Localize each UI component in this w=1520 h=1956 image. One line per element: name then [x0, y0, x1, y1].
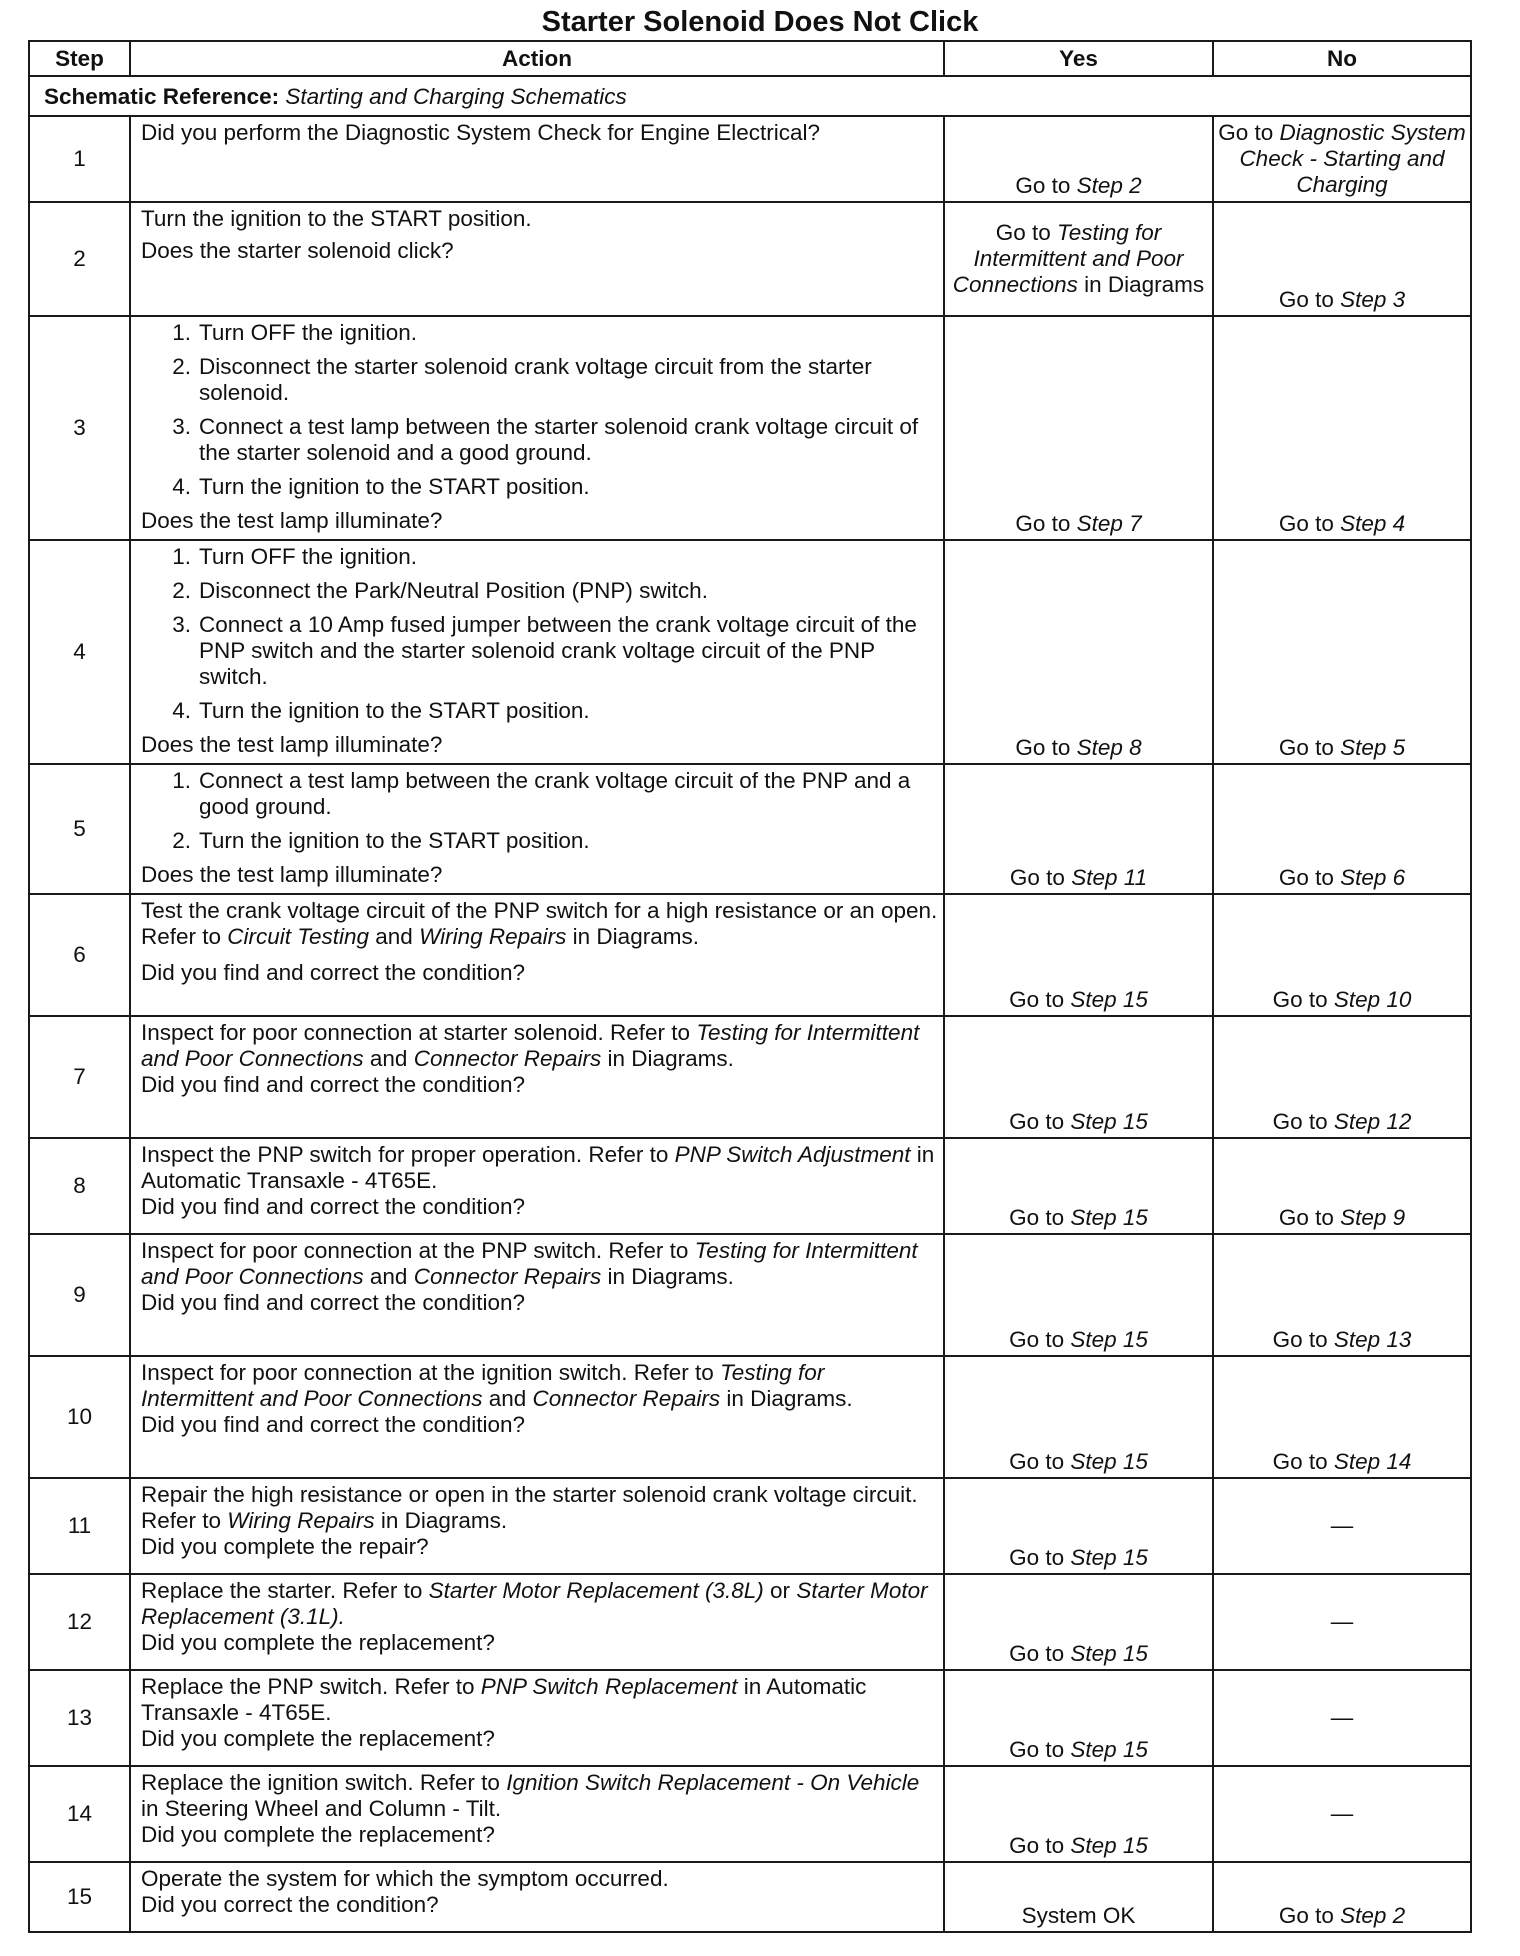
yes-result-segment: Go to	[995, 220, 1058, 245]
step-number: 11	[29, 1478, 130, 1574]
diagnostic-table	[28, 40, 1472, 1933]
action-step-number: 4.	[172, 698, 191, 723]
action-text-segment: Inspect for poor connection at the PNP switch. Refer to	[141, 1238, 695, 1263]
yes-result-segment: Step 15	[1070, 1641, 1148, 1666]
action-step-number: 4.	[172, 474, 191, 499]
yes-result-segment: Step 15	[1070, 1833, 1148, 1858]
step-number: 7	[29, 1016, 130, 1138]
action-text-segment: Repair the high resistance or open in the starter solenoid crank voltage circuit. Refer to	[141, 1482, 918, 1533]
action-question: Does the test lamp illuminate?	[141, 862, 443, 887]
no-result	[1213, 116, 1471, 202]
no-result-segment: Step 9	[1340, 1205, 1406, 1230]
action-step-number: 2.	[172, 828, 191, 853]
no-result-segment: Go to	[1272, 1327, 1334, 1352]
action-text-segment: Testing for Intermittent and Poor Connections	[141, 1360, 825, 1411]
yes-result	[944, 540, 1213, 764]
action-text-segment: in Diagrams.	[601, 1046, 734, 1071]
action-step-item	[141, 320, 939, 346]
no-result-segment: Go to	[1278, 511, 1341, 536]
schematic-reference	[29, 76, 1471, 116]
action-text	[141, 1020, 939, 1072]
action-cell	[130, 1670, 944, 1766]
no-result-segment: Go to	[1278, 287, 1341, 312]
action-step-text: Turn OFF the ignition.	[199, 544, 418, 569]
action-text	[141, 1482, 939, 1534]
step-row	[29, 316, 1471, 540]
step-row	[29, 894, 1471, 1016]
action-question: Did you find and correct the condition?	[141, 1290, 525, 1315]
action-text-segment: Testing for Intermittent and Poor Connections	[141, 1238, 918, 1289]
action-text-segment: and	[369, 924, 420, 949]
yes-result	[944, 1138, 1213, 1234]
action-question: Does the test lamp illuminate?	[141, 732, 443, 757]
no-result	[1213, 764, 1471, 894]
no-result	[1213, 1138, 1471, 1234]
yes-result-segment: Step 15	[1070, 1449, 1148, 1474]
action-text-segment: Wiring Repairs	[227, 1508, 375, 1533]
no-result-segment: Go to	[1278, 1205, 1341, 1230]
yes-result-segment: Step 15	[1070, 987, 1148, 1012]
action-text-segment: Did you perform the Diagnostic System Check for Engine Electrical?	[141, 120, 821, 145]
action-step-item	[141, 474, 939, 500]
action-text-segment: Turn the ignition to the START position.	[141, 206, 532, 231]
action-text-segment: Replace the ignition switch. Refer to	[141, 1770, 507, 1795]
yes-result	[944, 1574, 1213, 1670]
action-step-number: 2.	[172, 354, 191, 379]
yes-result-segment: Go to	[1015, 511, 1077, 536]
step-number: 9	[29, 1234, 130, 1356]
yes-result	[944, 1478, 1213, 1574]
yes-result-segment: Go to	[1009, 1641, 1071, 1666]
no-result-segment: Diagnostic System Check - Starting and Charging	[1239, 120, 1466, 197]
yes-result	[944, 1670, 1213, 1766]
step-number: 13	[29, 1670, 130, 1766]
action-text	[141, 1770, 939, 1822]
action-question: Did you find and correct the condition?	[141, 1412, 525, 1437]
action-text-segment: Wiring Repairs	[419, 924, 567, 949]
step-row	[29, 1766, 1471, 1862]
action-cell	[130, 1234, 944, 1356]
step-number: 4	[29, 540, 130, 764]
no-result-segment: Step 2	[1340, 1903, 1406, 1928]
yes-result-segment: Step 8	[1076, 735, 1142, 760]
action-step-number: 3.	[172, 414, 191, 439]
action-text-segment: in Diagrams.	[601, 1264, 734, 1289]
yes-result-segment: Go to	[1015, 735, 1077, 760]
action-text	[141, 206, 939, 232]
no-result	[1213, 540, 1471, 764]
no-result	[1213, 1478, 1471, 1574]
yes-result-segment: Testing for Intermittent and Poor Connections	[952, 220, 1184, 297]
step-number: 8	[29, 1138, 130, 1234]
action-text-segment: Starter Motor Replacement (3.8L)	[428, 1578, 764, 1603]
action-text	[141, 1578, 939, 1630]
action-text-segment: Ignition Switch Replacement - On Vehicle	[506, 1770, 920, 1795]
action-text-segment: in Steering Wheel and Column - Tilt.	[141, 1796, 502, 1821]
step-row	[29, 116, 1471, 202]
yes-result-segment: Go to	[1009, 865, 1072, 890]
no-result	[1213, 894, 1471, 1016]
action-cell	[130, 1478, 944, 1574]
action-text-segment: in Automatic Transaxle - 4T65E.	[141, 1674, 867, 1725]
step-number: 2	[29, 202, 130, 316]
yes-result-segment: Go to	[1009, 1545, 1071, 1570]
action-text-segment: Connector Repairs	[413, 1046, 602, 1071]
yes-result	[944, 1766, 1213, 1862]
spacer	[141, 950, 939, 960]
action-step-text: Turn the ignition to the START position.	[199, 828, 590, 853]
no-result	[1213, 316, 1471, 540]
action-cell	[130, 1016, 944, 1138]
yes-result-segment: Go to	[1009, 1327, 1071, 1352]
step-number: 15	[29, 1862, 130, 1932]
yes-result	[944, 1862, 1213, 1932]
step-number: 12	[29, 1574, 130, 1670]
action-text-segment: or	[763, 1578, 797, 1603]
action-question: Does the starter solenoid click?	[141, 238, 454, 263]
action-text-segment: Connector Repairs	[532, 1386, 721, 1411]
action-text-segment: Inspect for poor connection at starter solenoid. Refer to	[141, 1020, 697, 1045]
step-row	[29, 764, 1471, 894]
action-step-number: 1.	[172, 544, 191, 569]
step-row	[29, 1356, 1471, 1478]
yes-result	[944, 1234, 1213, 1356]
yes-result-segment: Step 11	[1071, 865, 1148, 890]
no-result-segment: —	[1330, 1513, 1354, 1538]
no-result	[1213, 1766, 1471, 1862]
no-result-segment: Step 4	[1340, 511, 1406, 536]
yes-result-segment: Go to	[1009, 1833, 1071, 1858]
no-result-segment: Go to	[1272, 1109, 1334, 1134]
no-result-segment: Step 14	[1333, 1449, 1412, 1474]
action-text-segment: and	[363, 1046, 414, 1071]
header-step: Step	[29, 41, 130, 76]
action-step-text: Disconnect the Park/Neutral Position (PNP) switch.	[199, 578, 708, 603]
yes-result-segment: Step 15	[1070, 1205, 1148, 1230]
header-row	[29, 41, 1471, 76]
yes-result	[944, 316, 1213, 540]
action-steps	[141, 768, 939, 854]
no-result	[1213, 1862, 1471, 1932]
action-text-segment: in Diagrams.	[566, 924, 699, 949]
action-cell	[130, 1766, 944, 1862]
yes-result	[944, 894, 1213, 1016]
header-yes: Yes	[944, 41, 1213, 76]
action-text-segment: in Diagrams.	[720, 1386, 853, 1411]
action-step-text: Turn OFF the ignition.	[199, 320, 418, 345]
action-text-segment: Operate the system for which the symptom occurred.	[141, 1866, 669, 1891]
action-text	[141, 1360, 939, 1412]
step-number: 10	[29, 1356, 130, 1478]
action-text	[141, 1866, 939, 1892]
schematic-reference-row	[29, 76, 1471, 116]
action-step-item	[141, 828, 939, 854]
action-question: Did you complete the replacement?	[141, 1630, 495, 1655]
action-text-segment: Test the crank voltage circuit of the PNP switch for a high resistance or an open. Refer to	[141, 898, 938, 949]
action-cell	[130, 1862, 944, 1932]
action-text	[141, 1674, 939, 1726]
step-number: 1	[29, 116, 130, 202]
no-result	[1213, 1574, 1471, 1670]
action-step-item	[141, 578, 939, 604]
no-result-segment: Go to	[1278, 1903, 1341, 1928]
action-text-segment: and	[482, 1386, 533, 1411]
yes-result-segment: Step 2	[1076, 173, 1142, 198]
no-result-segment: Go to	[1218, 120, 1280, 145]
action-text-segment: in Diagrams.	[374, 1508, 508, 1533]
yes-result-segment: System OK	[1021, 1903, 1136, 1928]
no-result-segment: Go to	[1278, 735, 1341, 760]
action-step-number: 1.	[172, 320, 191, 345]
action-question: Did you find and correct the condition?	[141, 1072, 525, 1097]
no-result-segment: Step 13	[1333, 1327, 1412, 1352]
action-step-item	[141, 698, 939, 724]
yes-result-segment: Go to	[1009, 1449, 1071, 1474]
yes-result-segment: Step 15	[1070, 1109, 1148, 1134]
yes-result-segment: Go to	[1009, 987, 1071, 1012]
no-result	[1213, 1234, 1471, 1356]
action-question: Did you complete the replacement?	[141, 1726, 495, 1751]
action-steps	[141, 320, 939, 500]
action-step-number: 1.	[172, 768, 191, 793]
action-question: Did you find and correct the condition?	[141, 960, 525, 985]
yes-result	[944, 1356, 1213, 1478]
action-text-segment: PNP Switch Adjustment	[674, 1142, 911, 1167]
action-step-item	[141, 414, 939, 466]
no-result	[1213, 1356, 1471, 1478]
action-cell	[130, 1574, 944, 1670]
step-row	[29, 1016, 1471, 1138]
action-step-text: Turn the ignition to the START position.	[199, 474, 590, 499]
no-result-segment: Step 10	[1333, 987, 1412, 1012]
no-result	[1213, 1016, 1471, 1138]
action-step-item	[141, 544, 939, 570]
yes-result	[944, 202, 1213, 316]
page-title: Starter Solenoid Does Not Click	[541, 6, 979, 38]
yes-result-segment: Step 7	[1076, 511, 1142, 536]
action-step-text: Connect a test lamp between the starter solenoid crank voltage circuit of the starter solenoid and a good ground.	[199, 414, 919, 465]
action-step-item	[141, 768, 939, 820]
action-text	[141, 1142, 939, 1194]
action-cell	[130, 1138, 944, 1234]
action-text-segment: in Automatic Transaxle - 4T65E.	[141, 1142, 935, 1193]
no-result-segment: Go to	[1272, 987, 1334, 1012]
step-row	[29, 1138, 1471, 1234]
reference-text: Starting and Charging Schematics	[285, 84, 627, 109]
no-result-segment: Step 3	[1340, 287, 1406, 312]
action-step-item	[141, 612, 939, 690]
header-no: No	[1213, 41, 1471, 76]
yes-result-segment: Go to	[1015, 173, 1077, 198]
yes-result-segment: Step 15	[1070, 1327, 1148, 1352]
step-number: 6	[29, 894, 130, 1016]
action-text-segment: Testing for Intermittent and Poor Connections	[141, 1020, 920, 1071]
action-step-text: Disconnect the starter solenoid crank voltage circuit from the starter solenoid.	[199, 354, 872, 405]
step-row	[29, 1862, 1471, 1932]
action-steps	[141, 544, 939, 724]
step-number: 3	[29, 316, 130, 540]
yes-result	[944, 764, 1213, 894]
no-result-segment: Step 5	[1340, 735, 1406, 760]
action-text-segment: and	[363, 1264, 414, 1289]
action-step-item	[141, 354, 939, 406]
action-step-number: 3.	[172, 612, 191, 637]
step-row	[29, 202, 1471, 316]
action-cell	[130, 116, 944, 202]
step-row	[29, 1670, 1471, 1766]
action-cell	[130, 316, 944, 540]
action-question: Did you complete the replacement?	[141, 1822, 495, 1847]
no-result-segment: —	[1330, 1801, 1354, 1826]
step-number: 14	[29, 1766, 130, 1862]
action-text-segment: Connector Repairs	[413, 1264, 602, 1289]
step-row	[29, 1478, 1471, 1574]
action-step-text: Turn the ignition to the START position.	[199, 698, 590, 723]
no-result-segment: Step 6	[1340, 865, 1406, 890]
action-text	[141, 898, 939, 950]
action-cell	[130, 540, 944, 764]
step-row	[29, 1234, 1471, 1356]
no-result	[1213, 1670, 1471, 1766]
action-cell	[130, 1356, 944, 1478]
action-question: Did you correct the condition?	[141, 1892, 439, 1917]
action-cell	[130, 764, 944, 894]
action-step-number: 2.	[172, 578, 191, 603]
no-result-segment: Step 12	[1333, 1109, 1412, 1134]
action-cell	[130, 894, 944, 1016]
action-text-segment: Replace the starter. Refer to	[141, 1578, 429, 1603]
action-text-segment: Circuit Testing	[227, 924, 370, 949]
step-row	[29, 1574, 1471, 1670]
yes-result-segment: Go to	[1009, 1205, 1071, 1230]
action-question: Does the test lamp illuminate?	[141, 508, 443, 533]
action-question: Did you complete the repair?	[141, 1534, 429, 1559]
no-result-segment: Go to	[1272, 1449, 1334, 1474]
action-text-segment: Inspect the PNP switch for proper operation. Refer to	[141, 1142, 675, 1167]
action-text-segment: Inspect for poor connection at the ignition switch. Refer to	[141, 1360, 721, 1385]
no-result	[1213, 202, 1471, 316]
action-text-segment: Replace the PNP switch. Refer to	[141, 1674, 481, 1699]
yes-result-segment: in Diagrams	[1077, 272, 1205, 297]
action-text-segment: Starter Motor Replacement (3.1L).	[141, 1578, 928, 1629]
yes-result-segment: Step 15	[1070, 1545, 1148, 1570]
yes-result-segment: Step 15	[1070, 1737, 1148, 1762]
yes-result-segment: Go to	[1009, 1737, 1071, 1762]
step-number: 5	[29, 764, 130, 894]
reference-label: Schematic Reference:	[44, 84, 280, 109]
no-result-segment: —	[1330, 1705, 1354, 1730]
action-cell	[130, 202, 944, 316]
header-action: Action	[130, 41, 944, 76]
action-step-text: Connect a 10 Amp fused jumper between the crank voltage circuit of the PNP switch and the starter solenoid crank voltage circuit of the PNP switch.	[199, 612, 917, 689]
action-question: Did you find and correct the condition?	[141, 1194, 525, 1219]
yes-result	[944, 1016, 1213, 1138]
action-text-segment: PNP Switch Replacement	[480, 1674, 738, 1699]
yes-result	[944, 116, 1213, 202]
step-row	[29, 540, 1471, 764]
action-text	[141, 120, 939, 146]
yes-result-segment: Go to	[1009, 1109, 1071, 1134]
action-step-text: Connect a test lamp between the crank voltage circuit of the PNP and a good ground.	[199, 768, 911, 819]
no-result-segment: —	[1330, 1609, 1354, 1634]
no-result-segment: Go to	[1278, 865, 1341, 890]
action-text	[141, 1238, 939, 1290]
